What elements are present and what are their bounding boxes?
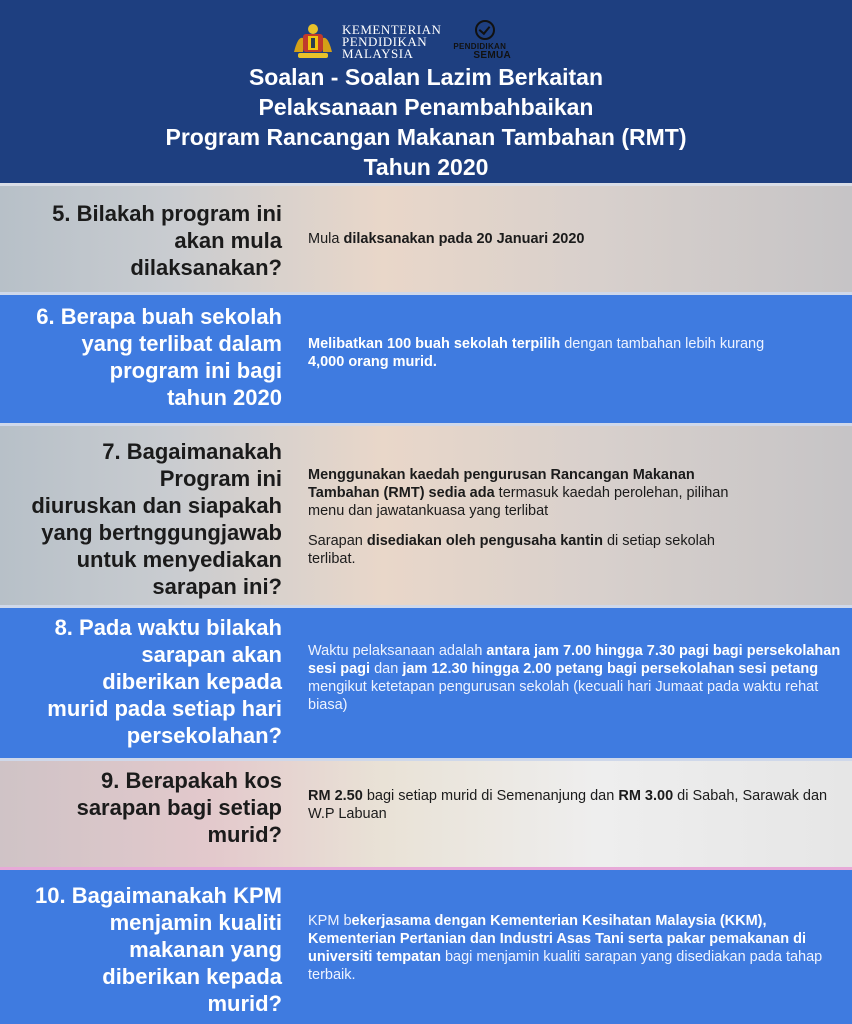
question-line: 9. Berapakah kos — [101, 768, 282, 793]
question-line: akan mula — [174, 228, 282, 253]
faq-item-10 — [0, 870, 852, 1024]
question-line: diuruskan dan siapakah — [31, 493, 282, 518]
answer-text: Waktu pelaksanaan adalah — [308, 643, 487, 659]
answer-text: di Sabah, Sarawak dan W.P Labuan — [308, 788, 828, 822]
question-line: yang bertnggungjawab — [41, 520, 282, 545]
question-line: diberikan kepada — [102, 964, 282, 989]
answer-5 — [308, 230, 848, 248]
page-title — [0, 62, 852, 182]
question-line: 8. Pada waktu bilakah — [54, 615, 282, 640]
answer-text: mengikut ketetapan pengurusan sekolah (kecuali hari Jumaat pada waktu rehat biasa) — [308, 679, 819, 713]
question-line: program ini bagi — [109, 358, 282, 383]
faq-item-6 — [0, 295, 852, 423]
question-line: 5. Bilakah program ini — [52, 201, 282, 226]
question-line: Program ini — [159, 466, 282, 491]
answer-6 — [308, 335, 788, 371]
title-line-2: Pelaksanaan Penambahbaikan — [258, 94, 594, 120]
question-7 — [0, 438, 282, 600]
title-line-3: Program Rancangan Makanan Tambahan (RMT) — [165, 124, 687, 150]
question-line: yang terlibat dalam — [81, 331, 282, 356]
question-8 — [0, 614, 282, 749]
faq-item-8 — [0, 608, 852, 758]
question-line: untuk menyediakan — [76, 547, 282, 572]
answer-text: dengan tambahan lebih kurang — [560, 336, 765, 352]
question-6 — [0, 303, 282, 411]
answer-emphasis: antara jam 7.00 hingga 7.30 pagi bagi persekolahan sesi pagi — [308, 643, 841, 677]
answer-emphasis: dilaksanakan pada 20 Januari 2020 — [343, 231, 585, 247]
answer-text: termasuk kaedah perolehan, pilihan menu dan jawatankuasa yang terlibat — [308, 485, 729, 519]
question-line: murid? — [207, 991, 282, 1016]
answer-emphasis: RM 3.00 — [618, 788, 674, 804]
question-line: sarapan akan — [141, 642, 282, 667]
answer-paragraph — [308, 642, 848, 714]
faq-item-9 — [0, 761, 852, 867]
ministry-line-2: PENDIDIKAN — [342, 34, 428, 49]
logo-row — [290, 20, 511, 64]
question-line: murid? — [207, 822, 282, 847]
campaign-line-1: PENDIDIKAN — [453, 42, 507, 51]
question-line: sarapan bagi setiap — [76, 795, 282, 820]
answer-emphasis: disediakan oleh pengusaha kantin — [366, 533, 603, 549]
answer-text: dan — [370, 661, 403, 677]
campaign-line-2: SEMUA — [473, 50, 512, 61]
question-10 — [0, 882, 282, 1017]
answer-text: Sarapan — [308, 533, 367, 549]
answer-text: Mula — [308, 231, 344, 247]
answer-paragraph — [308, 532, 738, 568]
answer-text: KPM b — [308, 913, 352, 929]
answer-8 — [308, 642, 848, 714]
answer-paragraph — [308, 466, 738, 520]
answer-paragraph — [308, 787, 848, 823]
answer-emphasis: Melibatkan 100 buah sekolah terpilih — [308, 336, 561, 352]
question-5 — [0, 200, 282, 281]
title-line-1: Soalan - Soalan Lazim Berkaitan — [248, 64, 604, 90]
answer-9 — [308, 787, 848, 823]
answer-text: di setiap sekolah terlibat. — [308, 533, 715, 567]
answer-paragraph — [308, 230, 848, 248]
answer-emphasis: jam 12.30 hingga 2.00 petang bagi persekolahan sesi petang — [402, 661, 819, 677]
question-line: makanan yang — [129, 937, 282, 962]
question-line: murid pada setiap hari — [47, 696, 282, 721]
ministry-line-3: MALAYSIA — [342, 46, 414, 61]
question-line: persekolahan? — [126, 723, 282, 748]
question-9 — [0, 767, 282, 848]
ministry-line-1: KEMENTERIAN — [342, 22, 442, 37]
title-line-4: Tahun 2020 — [363, 154, 489, 180]
answer-emphasis: Menggunakan kaedah pengurusan Rancangan Makanan Tambahan (RMT) sedia ada — [308, 467, 695, 501]
question-line: menjamin kualiti — [109, 910, 282, 935]
answer-emphasis: 4,000 orang murid. — [308, 354, 437, 370]
question-line: tahun 2020 — [167, 385, 282, 410]
header-banner — [0, 0, 852, 186]
answer-emphasis: ekerjasama dengan Kementerian Kesihatan Malaysia (KKM), Kementerian Pertanian dan Industri Asas Tani serta pakar pemakanan di universiti tempatan — [308, 913, 806, 965]
ministry-name — [342, 24, 441, 60]
answer-emphasis: RM 2.50 — [308, 788, 363, 804]
question-line: 6. Berapa buah sekolah — [36, 304, 282, 329]
question-line: 7. Bagaimanakah — [102, 439, 282, 464]
answer-text: bagi menjamin kualiti sarapan yang disediakan pada tahap terbaik. — [308, 949, 823, 983]
malaysia-coat-of-arms-icon — [290, 22, 336, 62]
question-line: 10. Bagaimanakah KPM — [35, 883, 282, 908]
pendidikan-semua-logo — [451, 20, 511, 64]
faq-item-7 — [0, 426, 852, 605]
question-line: sarapan ini? — [152, 574, 282, 599]
answer-7 — [308, 466, 738, 568]
check-circle-icon — [475, 20, 495, 40]
answer-paragraph — [308, 912, 828, 984]
question-line: dilaksanakan? — [130, 255, 282, 280]
question-line: diberikan kepada — [102, 669, 282, 694]
answer-paragraph — [308, 335, 788, 371]
faq-item-5 — [0, 186, 852, 292]
answer-10 — [308, 912, 828, 984]
answer-text: bagi setiap murid di Semenanjung dan — [362, 788, 619, 804]
